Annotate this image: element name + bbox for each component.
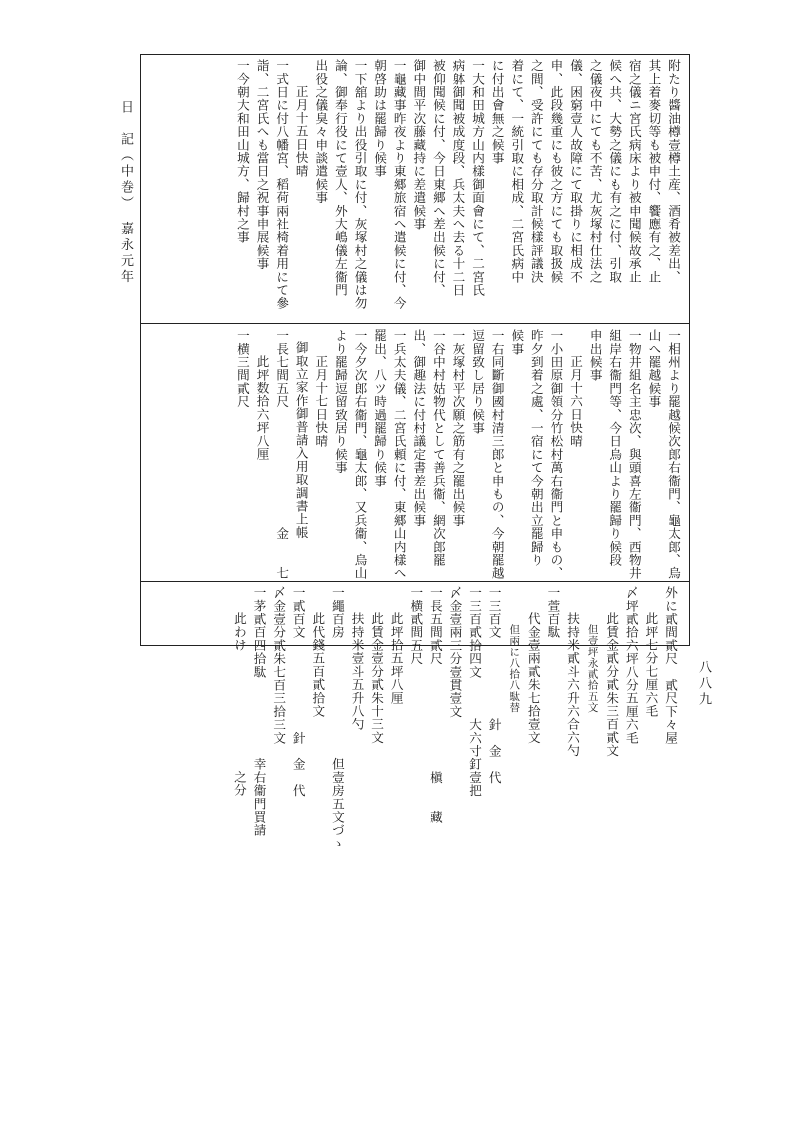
text-column: 之間、受許にても存分取計候樣評議決 [528,59,544,284]
text-column: 此わけ 之分 [231,612,247,797]
text-column: 一灰塚村平次願之筋有之罷出候事 [450,329,466,527]
text-column: 朝啓助は罷歸り候事 [372,59,388,178]
text-column: 此坪拾五坪八厘 [388,612,404,705]
text-column: 一小田原御領分竹松村萬右衞門と申もの、 [548,329,564,580]
note-column: 但兩に八拾八駄替 [508,624,521,713]
text-column: 着にて、一統引取に相成、二宮氏病中 [509,59,525,284]
text-column: 山へ罷越候事 [646,329,662,409]
text-column: 一横貳間五尺 [408,586,424,666]
date-heading: 正月十七日快晴 [313,355,329,448]
date-heading: 正月十六日快晴 [568,355,584,448]
text-column: 外に貳間貳尺 貳尺下々屋 [663,586,678,745]
tier-divider-2 [141,581,689,582]
text-column: 代金壹兩貳朱七拾壹文 [525,612,541,744]
text-column: 候へ共、大勢之儀にも有之に付、引取 [607,59,623,284]
text-column: 申、此段幾重にも彼之方にても取扱候 [548,59,564,284]
text-column: 一谷中村姑物代として善兵衞、網次郎罷 [430,329,446,567]
text-column: 被仰聞候に付、今日東郷へ差出候に付、 [430,59,446,297]
text-column: より罷歸逗留致居り候事 [332,329,348,475]
text-column: 一三百文 針 金 代 [486,586,502,784]
text-column: 之儀夜中にても不苦、尤灰塚村仕法之 [587,59,603,284]
text-column: 一龜藏事昨夜より東郷旅宿へ遣候に付、今 [391,59,407,310]
text-column: 組岸右衞門等、今日烏山より罷歸り候段 [607,329,623,567]
text-column: 一萱百駄 [545,586,561,639]
text-column: 宿之儀ニ宮氏病床より被申聞候故承止 [626,59,642,284]
text-column: 一繩百房 但壹房五文づゝ [329,586,345,850]
text-column: 候事 [509,329,525,356]
text-column: 附たり醬油樽壹樽土産、酒肴被差出、 [666,59,681,284]
text-column: 此坪七分七厘六毛 [643,612,659,718]
text-column: 一貳百文 針 金 代 [290,586,306,798]
tier-1 [141,55,689,323]
text-column: 一兵太夫儀、二宮氏頼に付、東郷山内樣へ [391,329,407,580]
date-heading: 正月十五日快晴 [293,85,309,178]
text-column: 一今朝大和田山城方、歸村之事 [234,59,250,244]
text-column: 一横三間貳尺 [234,329,250,409]
text-column: 論、御奉行役にて壹人、外大嶋儀左衞門 [332,59,348,297]
text-column: 一大和田城方山内樣御面會にて、二宮氏 [470,59,486,297]
text-column: 昨夕到着之處、一宿にて今朝出立罷歸り [528,329,544,567]
text-column: 扶持米壹斗五升八勺 [349,612,365,731]
tier-3 [146,586,684,1066]
tier-divider-1 [141,323,689,324]
text-column: 詣、二宮氏へも當日之祝事申展候事 [254,59,270,271]
text-column: 病躰御聞被成度段、兵太夫へ去る十二日 [450,59,466,297]
text-column: に付出會無之候事 [489,59,505,165]
text-column: 一長七間五尺 金 七 [274,329,290,580]
text-column: 一下舘より出役引取に付、灰塚村之儀は勿 [352,59,368,310]
text-column: 一物井組名主忠次、與頭喜左衞門、西物井 [626,329,642,580]
text-column: 〆金壹兩三分壹貫壹文 [447,586,463,718]
text-column: 出、御趣法に付村議定書差出候事 [411,329,427,527]
text-frame [140,54,690,646]
tier-2 [141,325,689,581]
text-column: 一長五間貳尺 槇 藏 [427,586,443,824]
text-column: 一相州より罷越候次郎右衞門、龜太郎、烏 [666,329,681,580]
text-column: 此代錢五百貳拾文 [310,612,326,718]
text-column: 申出候事 [587,329,603,382]
text-column: 罷出、八ツ時過罷歸り候事 [372,329,388,488]
text-column: 一茅貳百四拾駄 幸右衞門買請 [251,586,267,837]
text-column: 儀、困窮壹人故障にて取掛りに相成不 [568,59,584,284]
text-column: 御中間平次藤藏持に差遣候事 [411,59,427,231]
text-column: 御取立家作御普請入用取調書上帳 [293,341,309,539]
text-column: 一右同斷御國村清三郎と申もの、今朝罷越 [489,329,505,580]
text-column: 逗留致し居り候事 [470,329,486,435]
text-column: 此賃金貳分貳朱三百貳文 [604,612,620,758]
text-column: 一三百貳拾四文 大六寸釘壹把 [467,586,483,798]
text-column: 出役之儀臭々申談遣候事 [313,59,329,205]
page-number: 八八九 [696,660,711,708]
note-column: 但壹坪永貳拾五文 [586,624,599,713]
text-column: 〆坪貳拾六坪八分五厘六毛 [623,586,639,745]
text-column: 〆金壹分貳朱七百三拾三文 [271,586,287,745]
running-title: 日 記（中巻） 嘉永元年 [118,100,133,286]
text-column: 此賃金壹分貳朱十三文 [369,612,385,744]
text-column: 一式日に付八幡宮、稻荷兩社椅着用にて參 [274,59,290,310]
text-column: 扶持米貳斗六升六合六勺 [565,612,581,758]
text-column: 一今夕次郎右衞門、龜太郎、又兵衞、烏山 [352,329,368,580]
text-column: 此坪数拾六坪八厘 [254,355,270,461]
text-column: 其上着麥切等も被申付、饗應有之、止 [646,59,662,284]
